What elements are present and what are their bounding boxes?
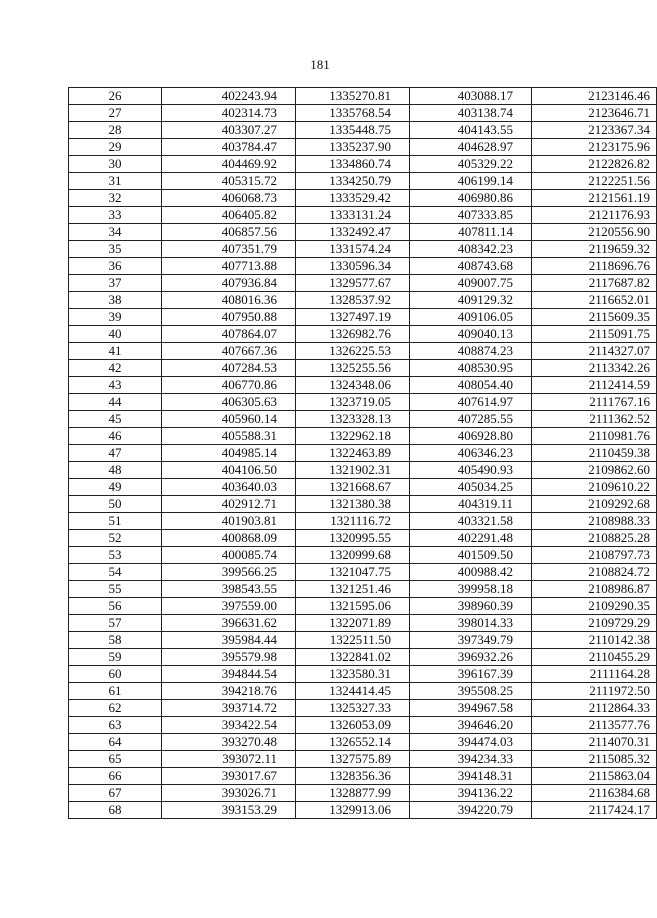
table-row [69,683,657,700]
y2-cell: 2108824.72 [532,564,657,581]
y2-cell: 2115085.32 [532,751,657,768]
y1-cell: 1328537.92 [296,292,410,309]
x1-cell: 400868.09 [162,530,296,547]
y1-cell: 1322841.02 [296,649,410,666]
y1-cell: 1326053.09 [296,717,410,734]
x2-cell: 405490.93 [410,462,532,479]
table-row [69,343,657,360]
y1-cell: 1320999.68 [296,547,410,564]
y2-cell: 2123367.34 [532,122,657,139]
table-row [69,462,657,479]
point-number-cell: 55 [69,581,162,598]
point-number-cell: 26 [69,88,162,105]
y2-cell: 2109729.29 [532,615,657,632]
coordinates-table [68,87,657,819]
x1-cell: 405315.72 [162,173,296,190]
x2-cell: 403088.17 [410,88,532,105]
table-row [69,496,657,513]
y1-cell: 1321251.46 [296,581,410,598]
x2-cell: 408054.40 [410,377,532,394]
y1-cell: 1324348.06 [296,377,410,394]
y2-cell: 2116384.68 [532,785,657,802]
point-number-cell: 34 [69,224,162,241]
table-row [69,173,657,190]
y1-cell: 1322463.89 [296,445,410,462]
y1-cell: 1323719.05 [296,394,410,411]
point-number-cell: 45 [69,411,162,428]
y2-cell: 2117687.82 [532,275,657,292]
y1-cell: 1320995.55 [296,530,410,547]
y1-cell: 1321902.31 [296,462,410,479]
y1-cell: 1322511.50 [296,632,410,649]
table-row [69,224,657,241]
y1-cell: 1323580.31 [296,666,410,683]
y1-cell: 1325255.56 [296,360,410,377]
x1-cell: 393422.54 [162,717,296,734]
y2-cell: 2112864.33 [532,700,657,717]
table-row [69,105,657,122]
y2-cell: 2111972.50 [532,683,657,700]
x1-cell: 407864.07 [162,326,296,343]
table-row [69,530,657,547]
table-row [69,326,657,343]
x2-cell: 407614.97 [410,394,532,411]
x2-cell: 401509.50 [410,547,532,564]
table-row [69,428,657,445]
y2-cell: 2115863.04 [532,768,657,785]
y1-cell: 1328356.36 [296,768,410,785]
x1-cell: 403307.27 [162,122,296,139]
x1-cell: 399566.25 [162,564,296,581]
x2-cell: 394136.22 [410,785,532,802]
x1-cell: 395579.98 [162,649,296,666]
x2-cell: 397349.79 [410,632,532,649]
x1-cell: 393017.67 [162,768,296,785]
x2-cell: 402291.48 [410,530,532,547]
x2-cell: 396167.39 [410,666,532,683]
point-number-cell: 37 [69,275,162,292]
x2-cell: 407811.14 [410,224,532,241]
table-row [69,411,657,428]
y1-cell: 1323328.13 [296,411,410,428]
x2-cell: 395508.25 [410,683,532,700]
x1-cell: 393270.48 [162,734,296,751]
y2-cell: 2108797.73 [532,547,657,564]
y2-cell: 2110981.76 [532,428,657,445]
y1-cell: 1331574.24 [296,241,410,258]
x2-cell: 406199.14 [410,173,532,190]
y2-cell: 2109610.22 [532,479,657,496]
y2-cell: 2115091.75 [532,326,657,343]
point-number-cell: 40 [69,326,162,343]
point-number-cell: 48 [69,462,162,479]
point-number-cell: 65 [69,751,162,768]
x2-cell: 394148.31 [410,768,532,785]
x2-cell: 409129.32 [410,292,532,309]
y1-cell: 1332492.47 [296,224,410,241]
page-number: 181 [310,57,330,72]
x2-cell: 394967.58 [410,700,532,717]
point-number-cell: 41 [69,343,162,360]
x1-cell: 404985.14 [162,445,296,462]
x2-cell: 407333.85 [410,207,532,224]
y1-cell: 1334250.79 [296,173,410,190]
y1-cell: 1335237.90 [296,139,410,156]
point-number-cell: 27 [69,105,162,122]
y1-cell: 1327497.19 [296,309,410,326]
y1-cell: 1329913.06 [296,802,410,819]
table-row [69,615,657,632]
x1-cell: 407284.53 [162,360,296,377]
x1-cell: 406305.63 [162,394,296,411]
y2-cell: 2109292.68 [532,496,657,513]
x1-cell: 393026.71 [162,785,296,802]
x2-cell: 398960.39 [410,598,532,615]
coordinates-table-body [69,88,657,819]
x2-cell: 405329.22 [410,156,532,173]
x2-cell: 408342.23 [410,241,532,258]
table-row [69,632,657,649]
point-number-cell: 42 [69,360,162,377]
y1-cell: 1321595.06 [296,598,410,615]
y1-cell: 1326552.14 [296,734,410,751]
point-number-cell: 68 [69,802,162,819]
y1-cell: 1327575.89 [296,751,410,768]
x2-cell: 406928.80 [410,428,532,445]
y2-cell: 2109862.60 [532,462,657,479]
y2-cell: 2121176.93 [532,207,657,224]
x2-cell: 394234.33 [410,751,532,768]
point-number-cell: 43 [69,377,162,394]
y2-cell: 2120556.90 [532,224,657,241]
table-row [69,156,657,173]
x2-cell: 408743.68 [410,258,532,275]
y2-cell: 2123646.71 [532,105,657,122]
y1-cell: 1322962.18 [296,428,410,445]
y2-cell: 2115609.35 [532,309,657,326]
table-row [69,751,657,768]
x1-cell: 408016.36 [162,292,296,309]
table-row [69,309,657,326]
x1-cell: 394844.54 [162,666,296,683]
point-number-cell: 30 [69,156,162,173]
point-number-cell: 54 [69,564,162,581]
y1-cell: 1324414.45 [296,683,410,700]
x1-cell: 393072.11 [162,751,296,768]
point-number-cell: 64 [69,734,162,751]
x2-cell: 406980.86 [410,190,532,207]
table-row [69,547,657,564]
y2-cell: 2116652.01 [532,292,657,309]
x2-cell: 404628.97 [410,139,532,156]
x2-cell: 394220.79 [410,802,532,819]
x1-cell: 402912.71 [162,496,296,513]
point-number-cell: 59 [69,649,162,666]
x1-cell: 402243.94 [162,88,296,105]
x1-cell: 407667.36 [162,343,296,360]
y2-cell: 2109290.35 [532,598,657,615]
x1-cell: 395984.44 [162,632,296,649]
table-row [69,479,657,496]
y2-cell: 2119659.32 [532,241,657,258]
point-number-cell: 52 [69,530,162,547]
y2-cell: 2113342.26 [532,360,657,377]
x1-cell: 393153.29 [162,802,296,819]
x2-cell: 394474.03 [410,734,532,751]
point-number-cell: 63 [69,717,162,734]
table-row [69,190,657,207]
x1-cell: 406857.56 [162,224,296,241]
point-number-cell: 31 [69,173,162,190]
table-row [69,666,657,683]
y1-cell: 1333131.24 [296,207,410,224]
x2-cell: 403321.58 [410,513,532,530]
table-row [69,445,657,462]
point-number-cell: 46 [69,428,162,445]
y2-cell: 2112414.59 [532,377,657,394]
y2-cell: 2108986.87 [532,581,657,598]
y2-cell: 2114070.31 [532,734,657,751]
x1-cell: 396631.62 [162,615,296,632]
x1-cell: 407351.79 [162,241,296,258]
y2-cell: 2110142.38 [532,632,657,649]
x1-cell: 406405.82 [162,207,296,224]
table-row [69,581,657,598]
point-number-cell: 62 [69,700,162,717]
point-number-cell: 66 [69,768,162,785]
y1-cell: 1330596.34 [296,258,410,275]
x2-cell: 403138.74 [410,105,532,122]
y2-cell: 2113577.76 [532,717,657,734]
x1-cell: 407713.88 [162,258,296,275]
y1-cell: 1326982.76 [296,326,410,343]
y2-cell: 2122826.82 [532,156,657,173]
y1-cell: 1321380.38 [296,496,410,513]
x2-cell: 404319.11 [410,496,532,513]
y2-cell: 2114327.07 [532,343,657,360]
y1-cell: 1335270.81 [296,88,410,105]
y1-cell: 1328877.99 [296,785,410,802]
x1-cell: 407950.88 [162,309,296,326]
y2-cell: 2111767.16 [532,394,657,411]
x2-cell: 409106.05 [410,309,532,326]
x2-cell: 394646.20 [410,717,532,734]
point-number-cell: 56 [69,598,162,615]
y2-cell: 2118696.76 [532,258,657,275]
point-number-cell: 50 [69,496,162,513]
point-number-cell: 51 [69,513,162,530]
y2-cell: 2111164.28 [532,666,657,683]
table-row [69,122,657,139]
x2-cell: 405034.25 [410,479,532,496]
point-number-cell: 57 [69,615,162,632]
y2-cell: 2123146.46 [532,88,657,105]
x1-cell: 394218.76 [162,683,296,700]
y2-cell: 2110455.29 [532,649,657,666]
point-number-cell: 33 [69,207,162,224]
x2-cell: 406346.23 [410,445,532,462]
x1-cell: 397559.00 [162,598,296,615]
y2-cell: 2122251.56 [532,173,657,190]
x1-cell: 401903.81 [162,513,296,530]
y2-cell: 2117424.17 [532,802,657,819]
table-row [69,258,657,275]
y2-cell: 2108825.28 [532,530,657,547]
table-row [69,802,657,819]
point-number-cell: 67 [69,785,162,802]
y1-cell: 1333529.42 [296,190,410,207]
point-number-cell: 36 [69,258,162,275]
x2-cell: 407285.55 [410,411,532,428]
y1-cell: 1335768.54 [296,105,410,122]
table-row [69,139,657,156]
point-number-cell: 53 [69,547,162,564]
table-row [69,768,657,785]
table-row [69,785,657,802]
y2-cell: 2111362.52 [532,411,657,428]
x1-cell: 402314.73 [162,105,296,122]
x1-cell: 404469.92 [162,156,296,173]
y1-cell: 1334860.74 [296,156,410,173]
y2-cell: 2110459.38 [532,445,657,462]
x1-cell: 403784.47 [162,139,296,156]
x2-cell: 400988.42 [410,564,532,581]
table-row [69,241,657,258]
table-row [69,207,657,224]
x2-cell: 399958.18 [410,581,532,598]
x2-cell: 409040.13 [410,326,532,343]
table-row [69,292,657,309]
x1-cell: 393714.72 [162,700,296,717]
point-number-cell: 49 [69,479,162,496]
table-row [69,734,657,751]
table-row [69,377,657,394]
table-row [69,649,657,666]
y1-cell: 1321047.75 [296,564,410,581]
point-number-cell: 39 [69,309,162,326]
point-number-cell: 28 [69,122,162,139]
point-number-cell: 47 [69,445,162,462]
table-row [69,394,657,411]
point-number-cell: 60 [69,666,162,683]
y1-cell: 1326225.53 [296,343,410,360]
x2-cell: 404143.55 [410,122,532,139]
y1-cell: 1322071.89 [296,615,410,632]
x1-cell: 403640.03 [162,479,296,496]
point-number-cell: 44 [69,394,162,411]
point-number-cell: 35 [69,241,162,258]
x1-cell: 404106.50 [162,462,296,479]
table-row [69,564,657,581]
table-row [69,700,657,717]
table-row [69,88,657,105]
x1-cell: 406770.86 [162,377,296,394]
y2-cell: 2123175.96 [532,139,657,156]
x2-cell: 408530.95 [410,360,532,377]
x2-cell: 396932.26 [410,649,532,666]
x1-cell: 407936.84 [162,275,296,292]
point-number-cell: 61 [69,683,162,700]
table-row [69,598,657,615]
y2-cell: 2121561.19 [532,190,657,207]
x1-cell: 405588.31 [162,428,296,445]
table-row [69,275,657,292]
table-row [69,513,657,530]
x1-cell: 400085.74 [162,547,296,564]
y1-cell: 1325327.33 [296,700,410,717]
y1-cell: 1329577.67 [296,275,410,292]
y1-cell: 1321668.67 [296,479,410,496]
y1-cell: 1335448.75 [296,122,410,139]
point-number-cell: 38 [69,292,162,309]
x1-cell: 398543.55 [162,581,296,598]
x2-cell: 409007.75 [410,275,532,292]
point-number-cell: 29 [69,139,162,156]
table-row [69,360,657,377]
x1-cell: 406068.73 [162,190,296,207]
point-number-cell: 58 [69,632,162,649]
table-row [69,717,657,734]
y2-cell: 2108988.33 [532,513,657,530]
x2-cell: 398014.33 [410,615,532,632]
y1-cell: 1321116.72 [296,513,410,530]
x1-cell: 405960.14 [162,411,296,428]
x2-cell: 408874.23 [410,343,532,360]
point-number-cell: 32 [69,190,162,207]
